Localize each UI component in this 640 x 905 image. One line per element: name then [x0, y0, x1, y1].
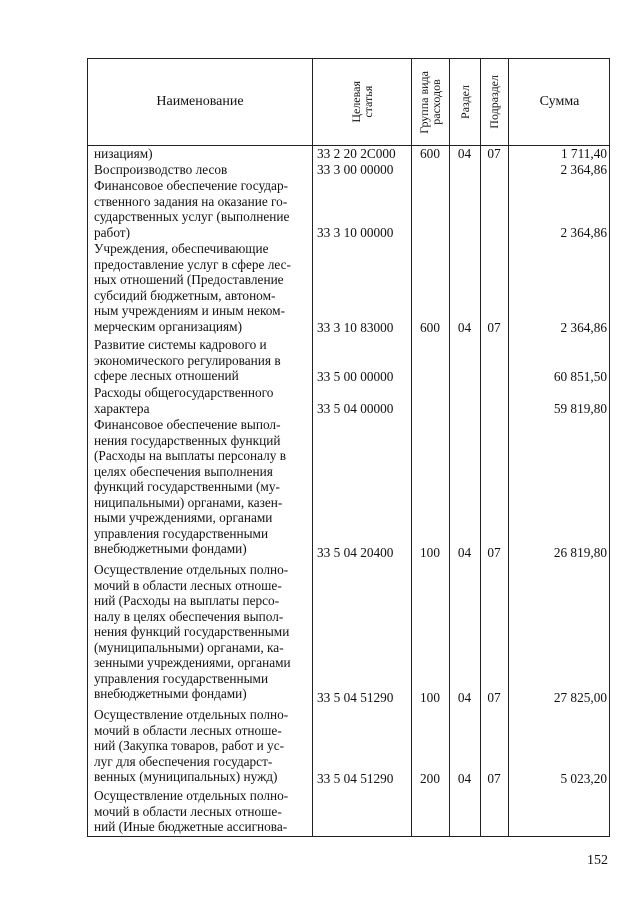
- row-sum: 2 364,86: [560, 225, 607, 240]
- row-subsection: 07: [487, 545, 501, 560]
- row-target: 33 3 10 83000: [317, 320, 394, 335]
- row-section: 04: [457, 545, 472, 560]
- column-divider: [449, 59, 450, 836]
- row-target: 33 2 20 2С000: [317, 146, 396, 161]
- row-group: 100: [420, 690, 440, 705]
- row-name: Осуществление отдельных полно- мочий в области лесных отноше- ний (Расходы на выплаты персо- налу в целях обеспечения выпол- нения функций государственными (муниципальными) органами, ка- зенными учреждениями, органами управления государственными внебюджетными фондами): [94, 562, 291, 701]
- row-section: 04: [457, 690, 472, 705]
- header-subsection: Подраздел: [487, 75, 501, 129]
- row-sum: 27 825,00: [553, 690, 607, 705]
- row-sum: 5 023,20: [560, 771, 607, 786]
- row-target: 33 5 00 00000: [317, 369, 394, 384]
- row-sum: 60 851,50: [553, 369, 607, 384]
- row-name: Учреждения, обеспечивающие предоставление услуг в сфере лес- ных отношений (Предоставление субсидий бюджетным, автоном- ным учреждениям и иным неком- мерческим организациям): [94, 241, 291, 334]
- row-section: 04: [457, 771, 472, 786]
- row-group: 100: [420, 545, 440, 560]
- row-group: 600: [420, 146, 440, 161]
- row-sum: 2 364,86: [560, 320, 607, 335]
- row-target: 33 5 04 20400: [317, 545, 394, 560]
- row-section: 04: [457, 320, 472, 335]
- row-name: Развитие системы кадрового и экономического регулирования в сфере лесных отношений: [94, 337, 281, 383]
- row-name: Воспроизводство лесов: [94, 162, 228, 177]
- column-divider: [312, 59, 313, 836]
- header-section: Раздел: [457, 85, 472, 119]
- row-sum: 2 364,86: [560, 162, 607, 177]
- row-sum: 26 819,80: [553, 545, 607, 560]
- row-target: 33 5 04 51290: [317, 690, 394, 705]
- page-number: 152: [587, 853, 608, 868]
- header-name: Наименование: [156, 94, 244, 109]
- row-name: Расходы общегосударственного характера: [94, 385, 274, 416]
- row-section: 04: [457, 146, 472, 161]
- row-sum: 1 711,40: [560, 146, 607, 161]
- row-subsection: 07: [487, 320, 501, 335]
- header-target: Целевая статья: [348, 81, 375, 123]
- row-group: 200: [420, 771, 440, 786]
- row-target: 33 5 04 00000: [317, 401, 394, 416]
- row-name: низациям): [94, 146, 153, 161]
- row-sum: 59 819,80: [553, 401, 607, 416]
- row-target: 33 3 10 00000: [317, 225, 394, 240]
- row-name: Осуществление отдельных полно- мочий в области лесных отноше- ний (Иные бюджетные ассигнова-: [94, 788, 289, 834]
- budget-table: [87, 58, 610, 837]
- row-name: Финансовое обеспечение выпол- нения государственных функций (Расходы на выплаты персоналу в целях обеспечения выполнения функций государственными (му- ниципальными) органами, казен- ными учреждениями, органами управления государственными внебюджетными фондами): [94, 417, 287, 556]
- row-subsection: 07: [487, 690, 501, 705]
- header-group: Группа вида расходов: [417, 70, 443, 134]
- row-name: Финансовое обеспечение государ- ственного задания на оказание го- сударственных услуг (выполнение работ): [94, 178, 290, 240]
- row-subsection: 07: [487, 146, 501, 161]
- column-divider: [480, 59, 481, 836]
- header-sum: Сумма: [539, 94, 580, 109]
- row-group: 600: [420, 320, 440, 335]
- row-subsection: 07: [487, 771, 501, 786]
- row-target: 33 3 00 00000: [317, 162, 394, 177]
- row-target: 33 5 04 51290: [317, 771, 394, 786]
- row-name: Осуществление отдельных полно- мочий в области лесных отноше- ний (Закупка товаров, работ и ус- луг для обеспечения государст- венных (муниципальных) нужд): [94, 707, 289, 784]
